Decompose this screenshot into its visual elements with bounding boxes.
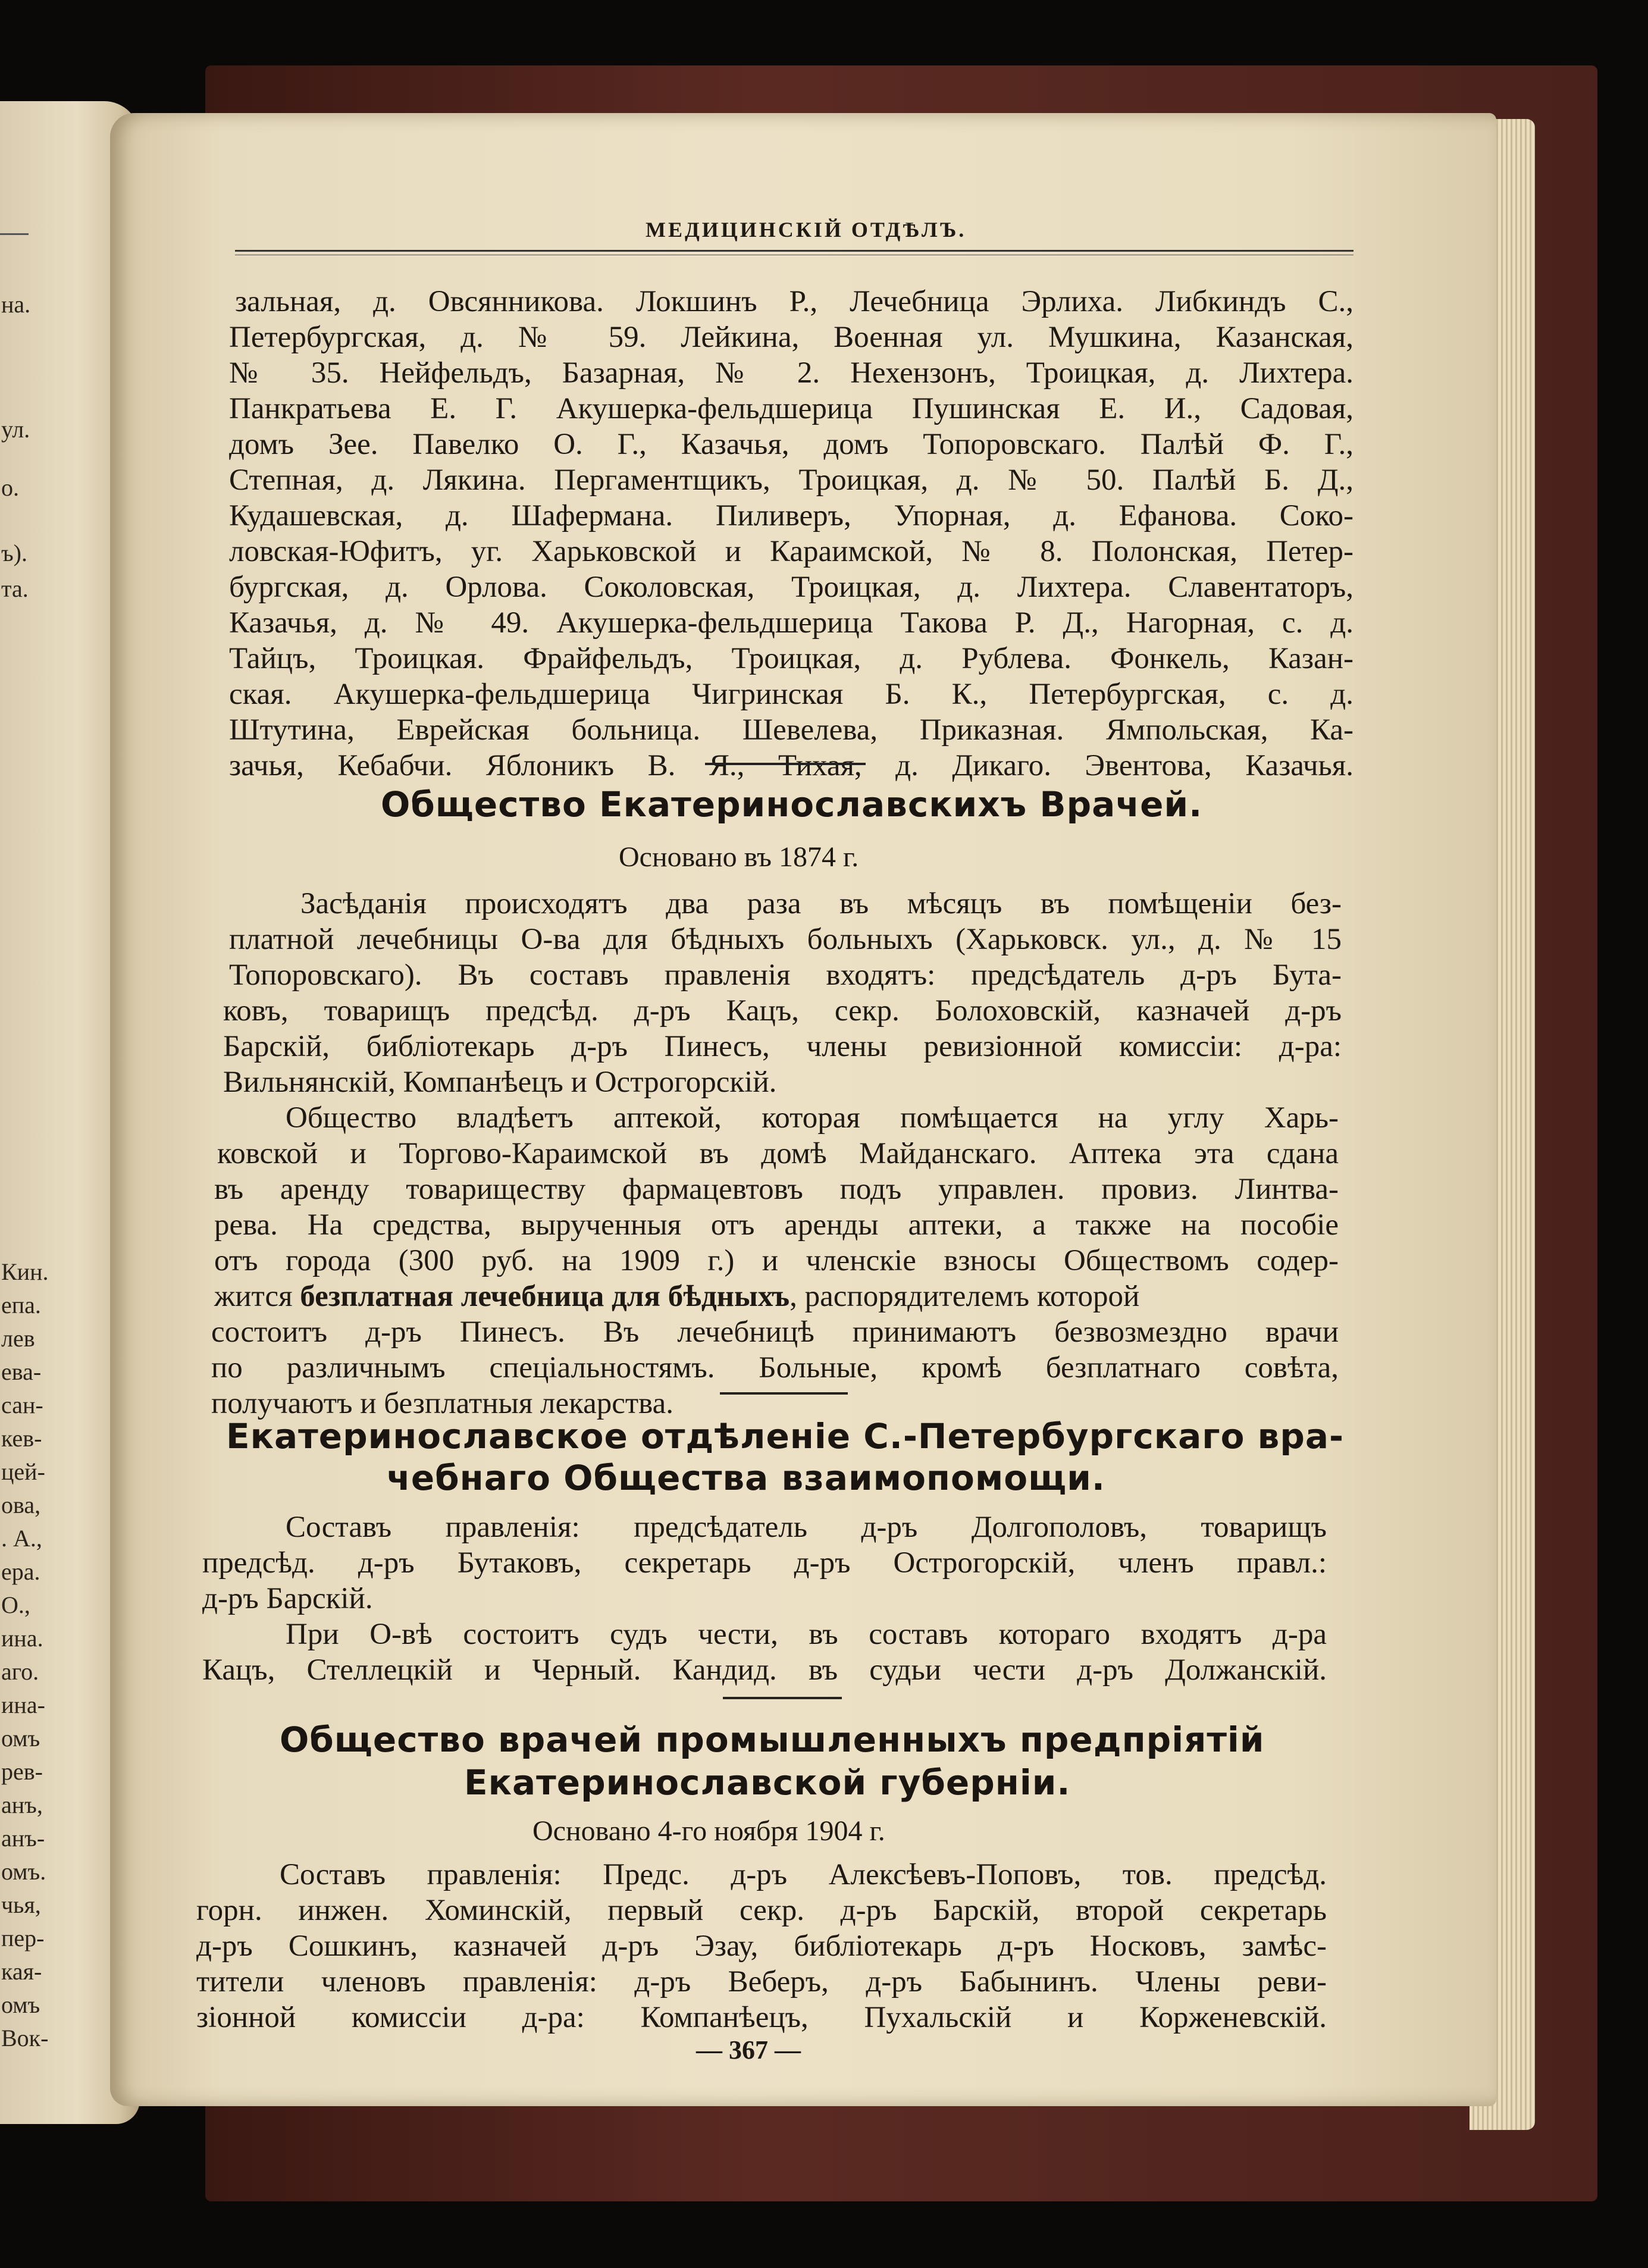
section-separator (705, 763, 866, 765)
text-segment: жится (214, 1280, 300, 1313)
section-separator (723, 1697, 842, 1699)
text-line: Составъ правленія: предсѣдатель д-ръ Долгополовъ, товарищъ (286, 1511, 1327, 1544)
section-heading: Общество Екатеринославскихъ Врачей. (381, 784, 1203, 825)
section-heading: Общество врачей промышленныхъ предпріятій (280, 1719, 1265, 1760)
text-line: горн. инжен. Хоминскій, первый секр. д-ръ Барскій, второй секретарь (196, 1894, 1327, 1927)
text-line: отъ города (300 руб. на 1909 г.) и членскіе взносы Обществомъ содер- (214, 1244, 1339, 1277)
text-line: рева. На средства, вырученныя отъ аренды аптеки, а также на пособіе (214, 1208, 1339, 1242)
text-line: ловская-Юфитъ, уг. Харьковской и Караимской, № 8. Полонская, Петер- (229, 535, 1354, 568)
left-fragment: ъ). (1, 540, 28, 566)
text-line: Общество владѣетъ аптекой, которая помѣщается на углу Харь- (286, 1101, 1339, 1135)
left-fragment: . А., (1, 1525, 42, 1552)
text-line: Кацъ, Стеллецкій и Черный. Кандид. въ судьи чести д-ръ Должанскій. (202, 1653, 1327, 1687)
text-line: зіонной комиссіи д-ра: Компанѣецъ, Пухальскій и Корженевскій. (196, 2001, 1327, 2034)
left-fragment: кев- (1, 1425, 42, 1452)
left-fragment: Кин. (1, 1258, 49, 1285)
left-fragment: сан- (1, 1392, 43, 1418)
left-fragment: анъ, (1, 1791, 43, 1818)
left-page-rule (0, 233, 29, 235)
text-line: бургская, д. Орлова. Соколовская, Троицкая, д. Лихтера. Славентаторъ, (229, 571, 1354, 604)
text-line: Штутина, Еврейская больница. Шевелева, Приказная. Ямпольская, Ка- (229, 713, 1354, 747)
left-fragment: Вок- (1, 2025, 49, 2051)
left-fragment: ера. (1, 1558, 40, 1585)
left-fragment: кая- (1, 1958, 42, 1985)
page-number: — 367 — (696, 2035, 801, 2065)
text-line: зальная, д. Овсянникова. Локшинъ Р., Лечебница Эрлиха. Либкиндъ С., (235, 285, 1354, 318)
text-line: домъ Зее. Павелко О. Г., Казачья, домъ Топоровскаго. Палѣй Ф. Г., (229, 428, 1354, 461)
text-line: Засѣданія происходятъ два раза въ мѣсяцъ въ помѣщеніи без- (300, 887, 1342, 920)
left-fragment: аго. (1, 1658, 39, 1685)
left-fragment: о. (1, 474, 19, 501)
left-fragment: ова, (1, 1492, 41, 1518)
founded-line: Основано въ 1874 г. (619, 841, 859, 873)
left-fragment: епа. (1, 1292, 41, 1318)
left-fragment: О., (1, 1592, 30, 1618)
text-line: состоитъ д-ръ Пинесъ. Въ лечебницѣ принимаютъ безвозмездно врачи (211, 1315, 1339, 1349)
text-line: При О-вѣ состоитъ судъ чести, въ составъ котораго входятъ д-ра (286, 1618, 1327, 1651)
left-fragment: омъ. (1, 1858, 46, 1885)
text-line: № 35. Нейфельдъ, Базарная, № 2. Нехензонъ, Троицкая, д. Лихтера. (229, 356, 1354, 390)
text-line: зачья, Кебабчи. Яблоникъ В. Я., Тихая, д. Дикаго. Эвентова, Казачья. (229, 749, 1354, 782)
left-fragment: на. (1, 291, 31, 318)
text-line: получаютъ и безплатныя лекарства. (211, 1387, 673, 1420)
text-line: Составъ правленія: Предс. д-ръ Алексѣевъ-Поповъ, тов. предсѣд. (280, 1858, 1327, 1891)
left-fragment: ина- (1, 1691, 45, 1718)
text-line: тители членовъ правленія: д-ръ Веберъ, д-ръ Бабынинъ. Члены реви- (196, 1965, 1327, 1998)
left-fragment: ул. (1, 416, 30, 443)
text-line: въ аренду товариществу фармацевтовъ подъ управлен. провиз. Линтва- (214, 1173, 1339, 1206)
text-line: ковъ, товарищъ предсѣд. д-ръ Кацъ, секр. Болоховскій, казначей д-ръ (223, 994, 1342, 1028)
text-line: Казачья, д. № 49. Акушерка-фельдшерица Такова Р. Д., Нагорная, с. д. (229, 606, 1354, 640)
section-separator (720, 1392, 848, 1395)
text-line: ковской и Торгово-Караимской въ домѣ Майданскаго. Аптека эта сдана (217, 1137, 1339, 1170)
text-line: Кудашевская, д. Шафермана. Пиливеръ, Упорная, д. Ефанова. Соко- (229, 499, 1354, 532)
bold-phrase: безплатная лечебница для бѣдныхъ (300, 1280, 790, 1313)
left-fragment: лев (1, 1325, 35, 1352)
left-fragment: омъ (1, 1991, 40, 2018)
running-head: МЕДИЦИНСКІЙ ОТДѢЛЪ. (646, 218, 967, 242)
left-fragment: пер- (1, 1925, 45, 1951)
left-fragment: та. (1, 575, 29, 602)
text-line: д-ръ Сошкинъ, казначей д-ръ Эзау, библіотекарь д-ръ Носковъ, замѣс- (196, 1929, 1327, 1963)
text-line: д-ръ Барскій. (202, 1582, 373, 1615)
section-heading: чебнаго Общества взаимопомощи. (387, 1458, 1105, 1498)
section-heading: Екатеринославской губерніи. (464, 1762, 1071, 1803)
founded-line: Основано 4-го ноября 1904 г. (532, 1815, 885, 1847)
text-line-mixed (214, 1279, 1339, 1314)
header-rule (235, 250, 1354, 252)
section-heading: Екатеринославское отдѣленіе С.-Петербургскаго вра- (226, 1416, 1345, 1456)
text-line: Петербургская, д. № 59. Лейкина, Военная ул. Мушкина, Казанская, (229, 321, 1354, 354)
text-line: по различнымъ спеціальностямъ. Больные, кромѣ безплатнаго совѣта, (211, 1351, 1339, 1384)
text-line: Тайцъ, Троицкая. Фрайфельдъ, Троицкая, д. Рублева. Фонкель, Казан- (229, 642, 1354, 675)
left-fragment: цей- (1, 1458, 45, 1485)
left-fragment: ева- (1, 1358, 42, 1385)
text-line: ская. Акушерка-фельдшерица Чигринская Б. К., Петербургская, с. д. (229, 678, 1354, 711)
text-line: Вильнянскій, Компанѣецъ и Острогорскій. (223, 1066, 777, 1099)
left-fragment: анъ- (1, 1825, 45, 1852)
text-line: Степная, д. Лякина. Пергаментщикъ, Троицкая, д. № 50. Палѣй Б. Д., (229, 463, 1354, 497)
left-fragment: омъ (1, 1725, 40, 1752)
text-line: Панкратьева Е. Г. Акушерка-фельдшерица Пушинская Е. И., Садовая, (229, 392, 1354, 425)
text-line: Топоровскаго). Въ составъ правленія входятъ: предсѣдатель д-ръ Бута- (229, 958, 1342, 992)
left-fragment: рев- (1, 1758, 43, 1785)
left-fragment: ина. (1, 1625, 43, 1652)
text-line: платной лечебницы О-ва для бѣдныхъ больныхъ (Харьковск. ул., д. № 15 (229, 923, 1342, 956)
text-line: Барскій, библіотекарь д-ръ Пинесъ, члены ревизіонной комиссіи: д-ра: (223, 1030, 1342, 1063)
text-line: предсѣд. д-ръ Бутаковъ, секретарь д-ръ Острогорскій, членъ правл.: (202, 1546, 1327, 1580)
left-fragment: чья, (1, 1891, 41, 1918)
text-segment: , распорядителемъ которой (789, 1280, 1140, 1313)
